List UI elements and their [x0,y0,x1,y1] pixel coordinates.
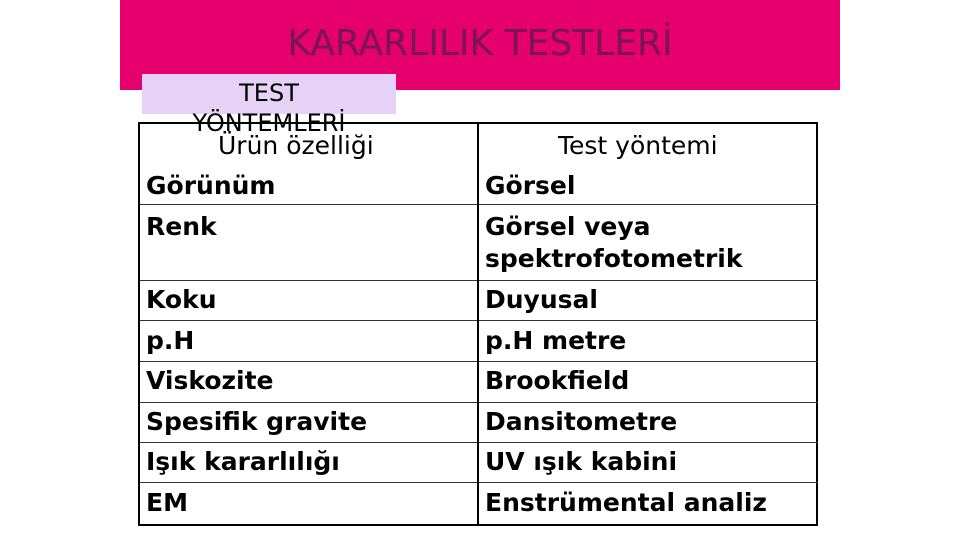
test-methods-table [138,122,818,526]
method-cell: Duyusal [485,285,598,314]
method-cell: Görsel [485,171,576,200]
method-cell: Brookfield [485,366,630,395]
property-cell: Koku [146,285,217,314]
row-separator [140,482,477,483]
property-cell: Spesifik gravite [146,407,368,436]
row-separator [479,280,818,281]
property-cell: EM [146,488,188,517]
property-cell: Viskozite [146,366,274,395]
row-separator [479,361,818,362]
row-separator [140,204,477,205]
property-cell: p.H [146,326,195,355]
row-separator [140,361,477,362]
section-label-line-1: TEST [239,79,299,107]
row-separator [140,280,477,281]
property-cell: Işık kararlılığı [146,447,340,476]
property-cell: Görünüm [146,171,276,200]
header-method: Test yöntemi [558,131,718,160]
row-separator [479,442,818,443]
row-separator [140,442,477,443]
header-property: Ürün özelliği [218,131,374,160]
row-separator [479,204,818,205]
column-divider [477,124,479,524]
section-label [142,78,396,138]
method-cell-continuation: spektrofotometrik [485,244,743,273]
property-cell: Renk [146,212,217,241]
slide-title: KARARLILIK TESTLERİ [287,23,673,64]
row-separator [479,482,818,483]
method-cell: UV ışık kabini [485,447,678,476]
row-separator [140,320,477,321]
row-separator [479,320,818,321]
method-cell: Dansitometre [485,407,678,436]
method-cell: p.H metre [485,326,627,355]
method-cell: Enstrümental analiz [485,488,767,517]
row-separator [479,402,818,403]
method-cell: Görsel veya [485,212,651,241]
section-label-line-2: YÖNTEMLERİ [192,109,346,137]
row-separator [140,402,477,403]
